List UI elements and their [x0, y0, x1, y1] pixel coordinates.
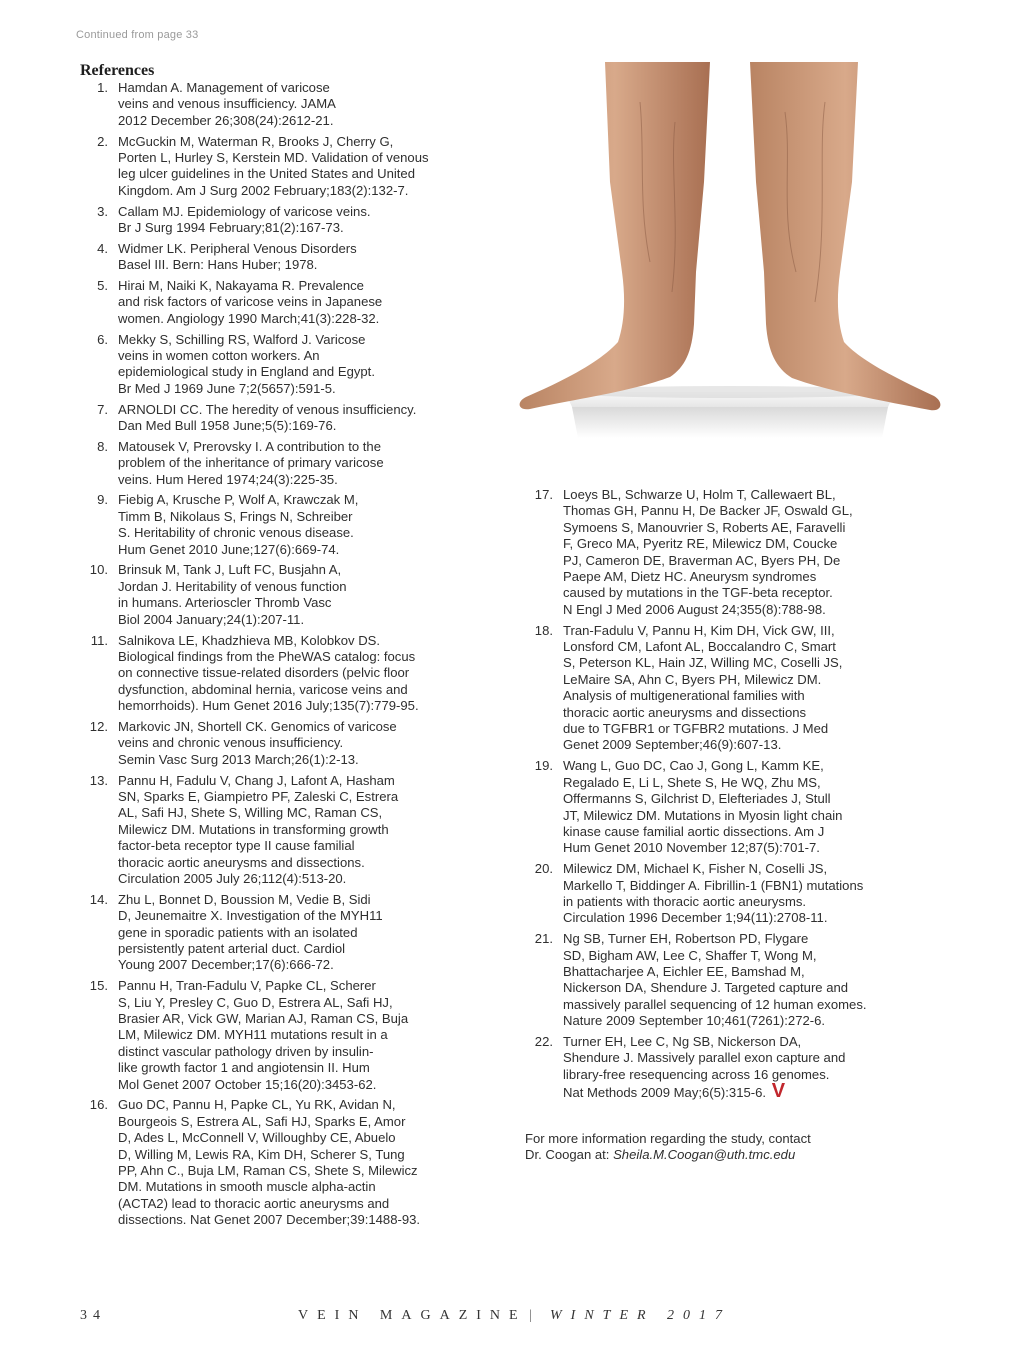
reference-line: and risk factors of varicose veins in Japanese: [118, 294, 383, 310]
reference-number: 2.: [97, 133, 108, 149]
reference-line: Milewicz DM, Michael K, Fisher N, Coselli JS,: [563, 861, 828, 877]
reference-text: [563, 758, 943, 856]
reference-line: D, Ades L, McConnell V, Willoughby CE, Abuelo: [118, 1130, 396, 1146]
reference-line: Circulation 1996 December 1;94(11):2708-11.: [563, 910, 828, 926]
reference-line: epidemiological study in England and Egypt.: [118, 364, 375, 380]
reference-line: Hum Genet 2010 November 12;87(5):701-7.: [563, 840, 820, 856]
reference-line: DM. Mutations in smooth muscle alpha-actin: [118, 1179, 376, 1195]
reference-line: massively parallel sequencing of 12 human exomes.: [563, 996, 867, 1012]
reference-line: Jordan J. Heritability of venous function: [118, 578, 347, 594]
reference-text: [118, 134, 498, 200]
reference-line: Ng SB, Turner EH, Robertson PD, Flygare: [563, 931, 809, 947]
reference-number: 6.: [97, 331, 108, 347]
reference-item: [523, 1034, 943, 1102]
reference-line: Biological findings from the PheWAS catalog: focus: [118, 648, 416, 664]
reference-line: Mekky S, Schilling RS, Walford J. Varicose: [118, 331, 366, 347]
reference-item: [78, 402, 498, 435]
reference-number: 16.: [89, 1097, 108, 1113]
contact-line: For more information regarding the study, contact: [525, 1131, 811, 1146]
reference-line-text: Nat Methods 2009 May;6(5):315-6.: [563, 1085, 767, 1101]
right-leg: [750, 62, 940, 410]
reference-line: women. Angiology 1990 March;41(3):228-32.: [118, 310, 380, 326]
reference-number: 8.: [97, 438, 108, 454]
issue-label: WINTER 2017: [550, 1308, 732, 1323]
reference-text: [563, 623, 943, 754]
reference-line: Circulation 2005 July 26;112(4):513-20.: [118, 870, 347, 886]
page-number: 34: [80, 1308, 106, 1323]
continued-from-label: Continued from page 33: [76, 29, 199, 41]
reference-line: Widmer LK. Peripheral Venous Disorders: [118, 240, 357, 256]
reference-line: Young 2007 December;17(6):666-72.: [118, 957, 334, 973]
reference-item: [78, 278, 498, 327]
reference-item: [78, 332, 498, 398]
reference-line: dissections. Nat Genet 2007 December;39:1488-93.: [118, 1212, 421, 1228]
reference-number: 14.: [89, 891, 108, 907]
contact-line-2: [525, 1147, 811, 1163]
reference-text: [118, 562, 498, 628]
reference-item: [523, 861, 943, 927]
reference-line: JT, Milewicz DM. Mutations in Myosin light chain: [563, 807, 843, 823]
reference-text: [563, 487, 943, 618]
reference-text: [563, 1034, 943, 1102]
contact-prefix: Dr. Coogan at:: [525, 1147, 614, 1163]
reference-text: [563, 931, 943, 1029]
reference-line: Br Med J 1969 June 7;2(5657):591-5.: [118, 380, 336, 396]
reference-item: [78, 80, 498, 129]
reference-line: Semin Vasc Surg 2013 March;26(1):2-13.: [118, 751, 359, 767]
left-leg: [520, 62, 710, 409]
reference-line: library-free resequencing across 16 genomes.: [563, 1066, 830, 1082]
reference-item: [78, 978, 498, 1093]
reference-line: Markovic JN, Shortell CK. Genomics of varicose: [118, 718, 397, 734]
reference-line: kinase cause familial aortic dissections. Am J: [563, 823, 825, 839]
reference-line: S. Heritability of chronic venous disease.: [118, 525, 354, 541]
reference-line: PP, Ahn C., Buja LM, Raman CS, Shete S, Milewicz: [118, 1163, 418, 1179]
magazine-name: VEIN MAGAZINE: [298, 1308, 527, 1323]
reference-text: [563, 861, 943, 927]
reference-line: Basel III. Bern: Hans Huber; 1978.: [118, 257, 318, 273]
reference-line: Fiebig A, Krusche P, Wolf A, Krawczak M,: [118, 492, 359, 508]
reference-number: 19.: [534, 758, 553, 774]
reference-line: Offermanns S, Gilchrist D, Elefteriades J, Stull: [563, 791, 831, 807]
reference-number: 13.: [89, 772, 108, 788]
reference-item: [523, 623, 943, 754]
reference-line: Bhattacharjee A, Eichler EE, Bamshad M,: [563, 963, 805, 979]
reference-text: [118, 439, 498, 488]
reference-text: [118, 1097, 498, 1228]
reference-number: 21.: [534, 931, 553, 947]
reference-item: [78, 204, 498, 237]
reference-line: (ACTA2) lead to thoracic aortic aneurysms and: [118, 1195, 390, 1211]
reference-text: [118, 719, 498, 768]
reference-line: D, Jeunemaitre X. Investigation of the MYH11: [118, 908, 383, 924]
reference-line: [563, 1080, 943, 1103]
reference-line: Hirai M, Naiki K, Nakayama R. Prevalence: [118, 278, 364, 294]
reference-text: [118, 978, 498, 1093]
reference-line: Pannu H, Fadulu V, Chang J, Lafont A, Hasham: [118, 772, 395, 788]
references-list-left: [78, 80, 498, 1233]
reference-item: [78, 241, 498, 274]
reference-line: Bourgeois S, Estrera AL, Safi HJ, Sparks E, Amor: [118, 1113, 406, 1129]
reference-line: Zhu L, Bonnet D, Boussion M, Vedie B, Sidi: [118, 891, 371, 907]
reference-line: problem of the inheritance of primary varicose: [118, 455, 384, 471]
reference-line: veins and venous insufficiency. JAMA: [118, 96, 336, 112]
reference-line: S, Peterson KL, Hain JZ, Willing MC, Coselli JS,: [563, 655, 843, 671]
reference-item: [523, 487, 943, 618]
reference-line: Mol Genet 2007 October 15;16(20):3453-62.: [118, 1076, 377, 1092]
reference-number: 3.: [97, 203, 108, 219]
reference-line: Biol 2004 January;24(1):207-11.: [118, 611, 305, 627]
reference-line: Pannu H, Tran-Fadulu V, Papke CL, Scherer: [118, 978, 376, 994]
reference-line: Dan Med Bull 1958 June;5(5):169-76.: [118, 418, 337, 434]
reference-line: LM, Milewicz DM. MYH11 mutations result in a: [118, 1027, 388, 1043]
reference-item: [78, 1097, 498, 1228]
reference-line: in humans. Arterioscler Thromb Vasc: [118, 595, 332, 611]
reference-line: Turner EH, Lee C, Ng SB, Nickerson DA,: [563, 1033, 802, 1049]
reference-line: Analysis of multigenerational families with: [563, 688, 805, 704]
reference-line: Regalado E, Li L, Shete S, He WQ, Zhu MS,: [563, 774, 821, 790]
reference-text: [118, 332, 498, 398]
reference-item: [78, 773, 498, 888]
reference-line: Matousek V, Prerovsky I. A contribution to the: [118, 438, 381, 454]
reference-number: 18.: [534, 622, 553, 638]
reference-line: Shendure J. Massively parallel exon capture and: [563, 1050, 846, 1066]
reference-number: 5.: [97, 278, 108, 294]
reference-line: veins in women cotton workers. An: [118, 348, 320, 364]
reference-line: distinct vascular pathology driven by insulin-: [118, 1043, 374, 1059]
reference-line: thoracic aortic aneurysms and dissections.: [118, 854, 365, 870]
feet-on-scale-photo: [510, 62, 950, 442]
reference-line: D, Willing M, Lewis RA, Kim DH, Scherer S, Tung: [118, 1146, 405, 1162]
references-heading: References: [80, 62, 155, 79]
references-list-right: [523, 487, 943, 1106]
reference-number: 17.: [534, 487, 553, 502]
reference-line: on connective tissue-related disorders (pelvic floor: [118, 665, 410, 681]
reference-number: 22.: [534, 1033, 553, 1049]
reference-line: Nickerson DA, Shendure J. Targeted capture and: [563, 980, 849, 996]
contact-info: [525, 1131, 811, 1164]
reference-line: like growth factor 1 and angiotensin II. Hum: [118, 1060, 370, 1076]
reference-item: [78, 562, 498, 628]
reference-line: PJ, Cameron DE, Braverman AC, Byers PH, De: [563, 552, 841, 568]
reference-line: persistently patent arterial duct. Cardiol: [118, 940, 346, 956]
reference-line: Callam MJ. Epidemiology of varicose veins.: [118, 203, 371, 219]
scale-side: [572, 407, 888, 438]
reference-line: Brasier AR, Vick GW, Marian AJ, Raman CS, Buja: [118, 1011, 409, 1026]
reference-line: in patients with thoracic aortic aneurysms.: [563, 893, 807, 909]
reference-text: [118, 402, 498, 435]
contact-email[interactable]: Sheila.M.Coogan@uth.tmc.edu: [613, 1147, 796, 1163]
reference-line: caused by mutations in the TGF-beta receptor.: [563, 585, 833, 601]
reference-item: [78, 633, 498, 715]
reference-line: Tran-Fadulu V, Pannu H, Kim DH, Vick GW, III,: [563, 622, 835, 638]
reference-line: Hum Genet 2010 June;127(6):669-74.: [118, 541, 340, 557]
reference-item: [523, 758, 943, 856]
reference-line: Timm B, Nikolaus S, Frings N, Schreiber: [118, 508, 353, 524]
reference-line: F, Greco MA, Pyeritz RE, Milewicz DM, Coucke: [563, 536, 838, 552]
reference-line: Milewicz DM. Mutations in transforming growth: [118, 821, 389, 837]
reference-line: factor-beta receptor type II cause familial: [118, 838, 355, 854]
reference-line: LeMaire SA, Ahn C, Byers PH, Milewicz DM.: [563, 671, 822, 687]
reference-line: SN, Sparks E, Giampietro PF, Zaleski C, Estrera: [118, 788, 399, 804]
reference-item: [78, 492, 498, 558]
reference-line: Paepe AM, Dietz HC. Aneurysm syndromes: [563, 569, 817, 585]
reference-line: 2012 December 26;308(24):2612-21.: [118, 112, 334, 128]
reference-line: gene in sporadic patients with an isolated: [118, 924, 358, 940]
reference-line: S, Liu Y, Presley C, Guo D, Estrera AL, Safi HJ,: [118, 994, 393, 1010]
reference-line: hemorrhoids). Hum Genet 2016 July;135(7):779-95.: [118, 698, 419, 714]
reference-line: Br J Surg 1994 February;81(2):167-73.: [118, 220, 344, 236]
reference-text: [118, 633, 498, 715]
reference-number: 1.: [97, 80, 108, 95]
footer-separator: |: [529, 1308, 532, 1323]
reference-text: [118, 80, 498, 129]
reference-item: [78, 719, 498, 768]
end-of-article-mark: V: [771, 1080, 786, 1103]
reference-line: McGuckin M, Waterman R, Brooks J, Cherry G,: [118, 133, 394, 149]
reference-text: [118, 241, 498, 274]
reference-line: Nature 2009 September 10;461(7261):272-6.: [563, 1013, 826, 1029]
reference-line: Salnikova LE, Khadzhieva MB, Kolobkov DS.: [118, 632, 381, 648]
reference-line: thoracic aortic aneurysms and dissections: [563, 704, 807, 720]
reference-line: N Engl J Med 2006 August 24;355(8):788-98.: [563, 601, 826, 617]
reference-line: Genet 2009 September;46(9):607-13.: [563, 737, 782, 753]
reference-line: Wang L, Guo DC, Cao J, Gong L, Kamm KE,: [563, 758, 824, 774]
reference-text: [118, 204, 498, 237]
reference-line: Guo DC, Pannu H, Papke CL, Yu RK, Avidan N,: [118, 1097, 396, 1113]
reference-line: Thomas GH, Pannu H, De Backer JF, Oswald GL,: [563, 503, 853, 519]
reference-line: ARNOLDI CC. The heredity of venous insufficiency.: [118, 401, 417, 417]
reference-line: Lonsford CM, Lafont AL, Boccalandro C, Smart: [563, 639, 836, 655]
reference-item: [78, 892, 498, 974]
reference-text: [118, 773, 498, 888]
reference-line: dysfunction, abdominal hernia, varicose veins and: [118, 681, 408, 697]
reference-line: Kingdom. Am J Surg 2002 February;183(2):132-7.: [118, 182, 409, 198]
reference-number: 12.: [89, 718, 108, 734]
reference-line: Symoens S, Manouvrier S, Roberts AE, Faravelli: [563, 519, 846, 535]
reference-item: [523, 931, 943, 1029]
reference-text: [118, 278, 498, 327]
reference-line: due to TGFBR1 or TGFBR2 mutations. J Med: [563, 721, 829, 737]
reference-text: [118, 892, 498, 974]
reference-number: 15.: [89, 978, 108, 994]
reference-line: veins. Hum Hered 1974;24(3):225-35.: [118, 471, 338, 487]
reference-line: Loeys BL, Schwarze U, Holm T, Callewaert BL,: [563, 487, 836, 502]
reference-line: AL, Safi HJ, Shete S, Willing MC, Raman CS,: [118, 805, 383, 821]
reference-number: 20.: [534, 861, 553, 877]
reference-item: [78, 134, 498, 200]
reference-line: Hamdan A. Management of varicose: [118, 80, 330, 95]
reference-number: 9.: [97, 492, 108, 508]
reference-line: SD, Bigham AW, Lee C, Shaffer T, Wong M,: [563, 947, 817, 963]
reference-line: leg ulcer guidelines in the United States and United: [118, 166, 415, 182]
reference-number: 11.: [90, 632, 108, 648]
reference-number: 4.: [97, 240, 108, 256]
reference-item: [78, 439, 498, 488]
reference-number: 7.: [97, 401, 108, 417]
reference-number: 10.: [89, 562, 108, 578]
reference-line: veins and chronic venous insufficiency.: [118, 735, 344, 751]
reference-line: Porten L, Hurley S, Kerstein MD. Validation of venous: [118, 150, 429, 166]
reference-line: Brinsuk M, Tank J, Luft FC, Busjahn A,: [118, 562, 342, 578]
reference-text: [118, 492, 498, 558]
reference-line: Markello T, Biddinger A. Fibrillin-1 (FBN1) mutations: [563, 877, 864, 893]
